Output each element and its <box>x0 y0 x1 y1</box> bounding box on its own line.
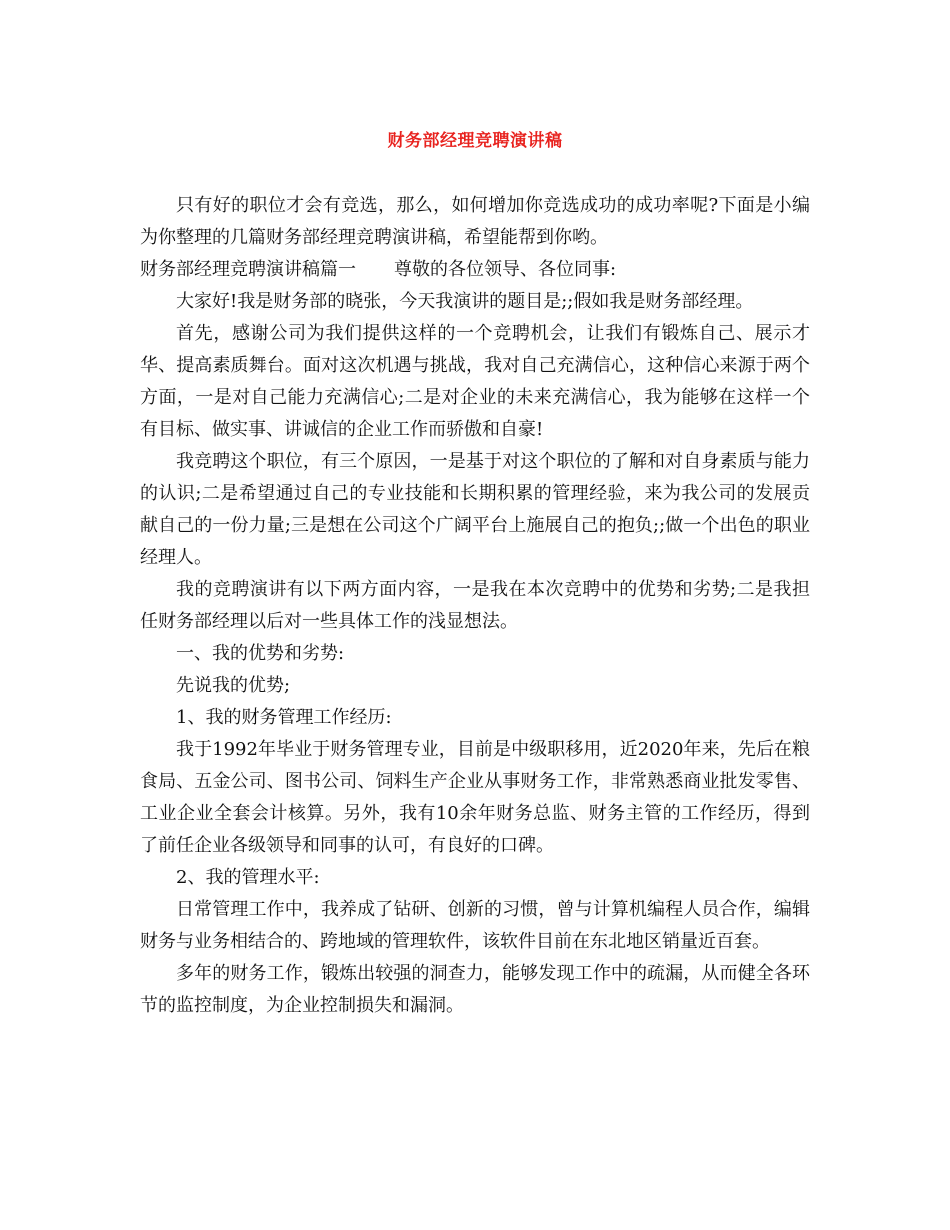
document-body <box>140 190 810 1022</box>
heading-management-level: 2、我的管理水平: <box>176 867 320 888</box>
thanks-paragraph: 首先，感谢公司为我们提供这样的一个竞聘机会，让我们有锻炼自己、展示才华、提高素质舞台。面对这次机遇与挑战，我对自己充满信心，这种信心来源于两个方面，一是对自己能力充满信心;二是对企业的未来充满信心，我为能够在这样一个有目标、做实事、讲诚信的企业工作而骄傲和自豪! <box>140 323 810 440</box>
strengths-intro: 先说我的优势; <box>176 675 291 696</box>
intro-paragraph: 只有好的职位才会有竞选，那么，如何增加你竞选成功的成功率呢?下面是小编为你整理的几篇财务部经理竞聘演讲稿，希望能帮到你哟。 <box>140 195 810 248</box>
section-heading: 财务部经理竞聘演讲稿篇一 <box>140 259 356 280</box>
section-heading-line <box>140 254 810 286</box>
heading-strengths-weaknesses: 一、我的优势和劣势: <box>176 643 345 664</box>
experience-paragraph: 我于1992年毕业于财务管理专业，目前是中级职移用，近2020年来，先后在粮食局、五金公司、图书公司、饲料生产企业从事财务工作，非常熟悉商业批发零售、工业企业全套会计核算。另外，我有10余年财务总监、财务主管的工作经历，得到了前任企业各级领导和同事的认可，有良好的口碑。 <box>140 739 810 856</box>
reasons-paragraph: 我竞聘这个职位，有三个原因，一是基于对这个职位的了解和对自身素质与能力的认识;二是希望通过自己的专业技能和长期积累的管理经验，来为我公司的发展贡献自己的一份力量;三是想在公司这个广阔平台上施展自己的抱负;;做一个出色的职业经理人。 <box>140 451 810 568</box>
heading-work-experience: 1、我的财务管理工作经历: <box>176 707 392 728</box>
document-title: 财务部经理竞聘演讲稿 <box>387 131 563 151</box>
insight-paragraph: 多年的财务工作，锻炼出较强的洞查力，能够发现工作中的疏漏，从而健全各环节的监控制度，为企业控制损失和漏洞。 <box>140 963 810 1016</box>
greeting-paragraph: 大家好!我是财务部的晓张，今天我演讲的题目是;;假如我是财务部经理。 <box>176 291 754 312</box>
outline-paragraph: 我的竞聘演讲有以下两方面内容，一是我在本次竞聘中的优势和劣势;二是我担任财务部经理以后对一些具体工作的浅显想法。 <box>140 579 810 632</box>
management-paragraph: 日常管理工作中，我养成了钻研、创新的习惯，曾与计算机编程人员合作，编辑财务与业务相结合的、跨地域的管理软件，该软件目前在东北地区销量近百套。 <box>140 899 810 952</box>
salutation: 尊敬的各位领导、各位同事: <box>394 259 617 280</box>
